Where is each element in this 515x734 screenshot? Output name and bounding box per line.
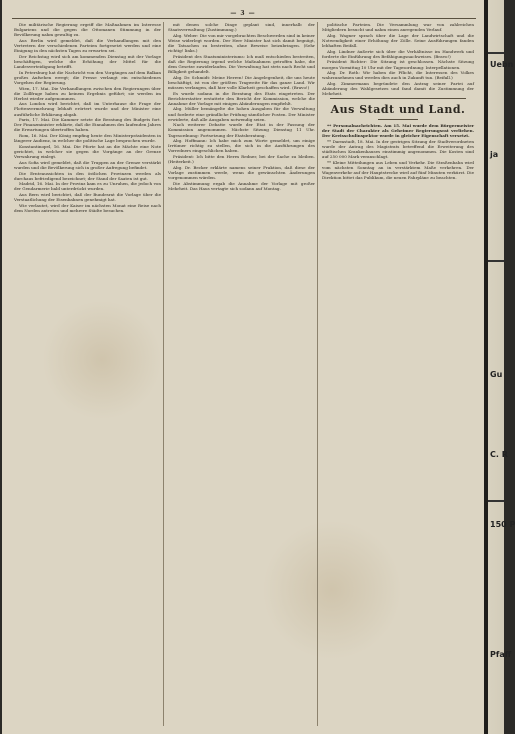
newspaper-page <box>2 0 484 734</box>
paragraph: Der Reichstag wird sich am kommenden Dienstag mit der Vorlage beschäftigen, welche die Erhöhung der Mittel für die Landesverteidigung betrifft. <box>14 53 161 69</box>
paragraph: ** Personalnachrichten. Am 15. Mai wurde dem Bürgermeister der Stadt der Charakter als Geheimer Regierungsrat verliehen. Der Kreisschulinspektor wurde in gleicher Eigenschaft versetzt. <box>322 123 474 139</box>
paragraph: politische Parteien. Die Versammlung war von zahlreichen Mitgliedern besucht und nahm einen anregenden Verlauf. <box>322 22 474 33</box>
paragraph: Die Abstimmung ergab die Annahme der Vorlage mit großer Mehrheit. Das Haus vertagte sich sodann auf Montag. <box>168 180 315 191</box>
column-divider <box>163 22 164 726</box>
paragraph: Wie verlautet, wird der Kaiser im nächsten Monat eine Reise nach dem Norden antreten und mehrere Städte besuchen. <box>14 202 161 213</box>
column-divider <box>317 22 318 726</box>
edge-text: Pfaff <box>490 650 512 659</box>
header-rule <box>12 18 476 19</box>
paragraph: Abg. Dr. Schmidt: Meine Herren! Die Angelegenheit, die uns heute beschäftigt, ist von der größten Tragweite für das ganze Land. Wir müssen verlangen, daß hier volle Klarheit geschaffen wird. (Bravo!) <box>168 74 315 90</box>
edge-text: 150 P <box>490 520 515 529</box>
paragraph: Wien, 17. Mai. Die Verhandlungen zwischen den Regierungen über die Zollfrage haben zu keinem Ergebnis geführt; sie werden im Herbst wieder aufgenommen. <box>14 85 161 101</box>
adjacent-page-edge <box>484 0 515 734</box>
paragraph: Aus Berlin wird gemeldet, daß die Verhandlungen mit den Vertretern der verschiedenen Parteien fortgesetzt werden und eine Einigung in den nächsten Tagen zu erwarten sei. <box>14 37 161 54</box>
paragraph: mit denen solche Dinge geplant sind, innerhalb der Staatsverwaltung (Zustimmung.) <box>168 22 315 33</box>
page-number: — 3 — <box>230 10 256 17</box>
paragraph: Nach weiterer Debatte wurde der Etat in der Fassung der Kommission angenommen. Nächste Sitzung Dienstag 11 Uhr. Tagesordnung: Fortsetzung der Etatsberatung. <box>168 122 315 138</box>
edge-rule <box>488 500 504 502</box>
paragraph: Abg. Dr. Roth: Wir haben die Pflicht, die Interessen des Volkes wahrzunehmen und werden dies auch in Zukunft tun. (Beifall.) <box>322 70 474 81</box>
paragraph: Abg. Wagner sprach über die Lage der Landwirtschaft und die Notwendigkeit einer Erhöhung der Zölle. Seine Ausführungen fanden lebhaften Beifall. <box>322 32 474 48</box>
edge-text: Gu <box>490 370 503 379</box>
paragraph: ** Kleine Mitteilungen aus Leben und Verkehr. Die Straßenbahn wird vom nächsten Sonntag an in verstärktem Maße verkehren. Der Wagenverkehr auf der Hauptstrecke wird auf fünf Minuten verkürzt. Die Direktion bittet das Publikum, die neuen Fahrpläne zu beachten. <box>322 160 474 181</box>
paragraph: Abg. Müller bemängelte die hohen Ausgaben für die Verwaltung und forderte eine gründliche Prüfung sämtlicher Posten. Der Minister erwiderte, daß alle Ausgaben notwendig seien. <box>168 106 315 122</box>
paragraph: Abg. Hoffmann: Ich habe mich zum Worte gemeldet, um einige Irrtümer richtig zu stellen, die sich in die Ausführungen des Vorredners eingeschlichen haben. <box>168 138 315 154</box>
column-2 <box>168 22 315 726</box>
column-3 <box>322 22 474 726</box>
paragraph: Aus Sofia wird gemeldet, daß die Truppen an der Grenze verstärkt wurden und die Bevölkerung sich in großer Aufregung befindet. <box>14 159 161 170</box>
paragraph: Paris, 17. Mai. Die Kammer setzte die Beratung des Budgets fort. Der Finanzminister erklärte, daß die Einnahmen des laufenden Jahres die Erwartungen übertroffen haben. <box>14 117 161 133</box>
paragraph: Aus London wird berichtet, daß im Unterhause die Frage der Flottenvermehrung lebhaft erörtert wurde und der Minister eine ausführliche Erklärung abgab. <box>14 101 161 117</box>
paragraph: Die Ernteaussichten in den östlichen Provinzen werden als durchaus befriedigend bezeichnet; der Stand der Saaten ist gut. <box>14 170 161 181</box>
section-rule <box>378 119 418 120</box>
edge-rule <box>488 260 504 262</box>
paragraph: Es wurde sodann in die Beratung des Etats eingetreten. Der Berichterstatter erstattete den Bericht der Kommission, welche die Annahme der Vorlage mit einigen Abänderungen empfiehlt. <box>168 90 315 106</box>
paragraph: Konstantinopel, 16. Mai. Die Pforte hat an die Mächte eine Note gerichtet, in welcher sie gegen die Vorgänge an der Grenze Verwahrung einlegt. <box>14 143 161 160</box>
edge-rule <box>488 52 504 54</box>
edge-text: Uebn <box>490 60 514 69</box>
paragraph: Aus Bern wird berichtet, daß der Bundesrat die Vorlage über die Verstaatlichung der Eisenbahnen genehmigt hat. <box>14 192 161 203</box>
paragraph: Abg. Dr. Becker erklärte namens seiner Fraktion, daß diese der Vorlage zustimmen werde, wenn die gewünschten Änderungen vorgenommen würden. <box>168 164 315 181</box>
paragraph: Madrid, 16. Mai. In der Provinz kam es zu Unruhen, die jedoch von der Gendarmerie bald unterdrückt wurden. <box>14 181 161 192</box>
paragraph: Abg. Weber: Die von mir vorgebrachten Beschwerden sind in keiner Weise widerlegt worden. Der Herr Minister hat sich damit begnügt, die Tatsachen zu bestreiten, ohne Beweise beizubringen. (Sehr richtig! links.) <box>168 32 315 54</box>
paragraph: Abg. Lindner äußerte sich über die Verhältnisse im Handwerk und forderte die Einführung des Befähigungsnachweises. (Bravo!) <box>322 48 474 59</box>
paragraph: Abg. Zimmermann begründete den Antrag seiner Partei auf Abänderung des Wahlgesetzes und fand damit die Zustimmung der Mehrheit. <box>322 81 474 97</box>
paragraph: ** Darmstadt, 18. Mai. In der gestrigen Sitzung der Stadtverordneten wurde der Antrag des Magistrats betreffend die Erweiterung des städtischen Krankenhauses einstimmig angenommen. Die Kosten sind auf 250 000 Mark veranschlagt. <box>322 139 474 160</box>
edge-text: ja <box>490 150 499 159</box>
edge-text: C. R <box>490 450 508 459</box>
paragraph: Präsident Richter: Die Sitzung ist geschlossen. Nächste Sitzung morgen Vormittag 10 Uhr mit der Tagesordnung: Interpellationen. <box>322 59 474 70</box>
paragraph: Rom, 16. Mai. Der König empfing heute den Ministerpräsidenten in längerer Audienz, in welcher die politische Lage besprochen wurde. <box>14 133 161 144</box>
paragraph: Präsident: Ich bitte den Herrn Redner, bei der Sache zu bleiben. (Heiterkeit.) <box>168 154 315 165</box>
paragraph: Präsident des Staatsministeriums: Ich muß entschieden bestreiten, daß die Regierung irgend welche Maßnahmen getroffen habe, die dem Gesetze zuwiderlaufen. Die Verwaltung hat stets nach Recht und Billigkeit gehandelt. <box>168 53 315 75</box>
column-1 <box>14 22 161 726</box>
paragraph: In Petersburg hat die Nachricht von den Vorgängen auf dem Balkan großes Aufsehen erregt; die Presse verlangt ein entschiedenes Vorgehen der Regierung. <box>14 69 161 85</box>
section-rule <box>330 98 466 99</box>
paragraph: Die militärische Regierung ergriff die Maßnahmen im Interesse Bulgariens und die gegen die Ottomanen Stimmung in der Bevölkerung nahm gewaltig zu. <box>14 22 161 38</box>
section-title: Aus Stadt und Land. <box>330 103 466 117</box>
